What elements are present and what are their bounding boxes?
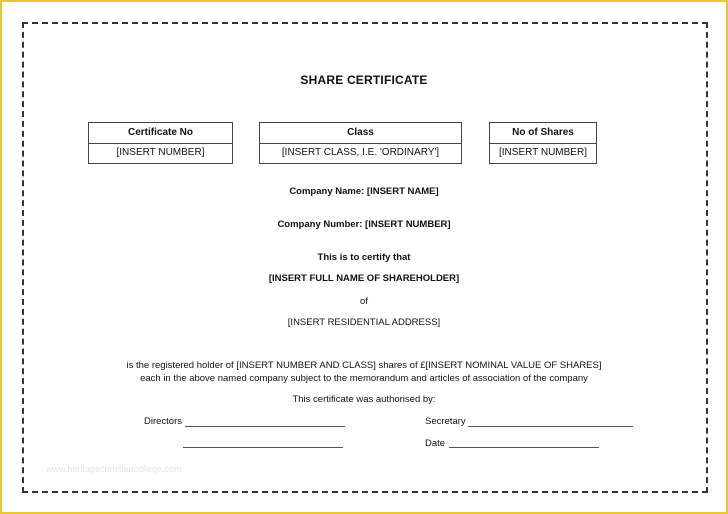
company-name: Company Name: [INSERT NAME] xyxy=(289,186,439,197)
class-value: [INSERT CLASS, I.E. 'ORDINARY'] xyxy=(281,147,440,158)
date-line xyxy=(449,447,599,448)
holder-statement-line-2: each in the above named company subject to the memorandum and articles of association of the company xyxy=(140,373,588,384)
certificate-border xyxy=(22,22,708,493)
of-text: of xyxy=(360,296,368,307)
directors-label: Directors xyxy=(144,416,183,427)
certificate-no-box xyxy=(88,122,233,164)
certificate-no-value: [INSERT NUMBER] xyxy=(116,147,205,158)
no-of-shares-header: No of Shares xyxy=(490,123,596,144)
certify-text: This is to certify that xyxy=(317,252,411,263)
secretary-signature-line xyxy=(468,426,633,427)
no-of-shares-value: [INSERT NUMBER] xyxy=(499,147,587,158)
holder-statement-line-1: is the registered holder of [INSERT NUMBER AND CLASS] shares of £[INSERT NOMINAL VALUE OF SHARES] xyxy=(126,360,602,371)
certificate-no-header: Certificate No xyxy=(89,123,232,144)
date-label: Date xyxy=(425,438,446,449)
class-box xyxy=(259,122,462,164)
directors-signature-line-2 xyxy=(183,447,343,448)
watermark-text: www.heritagechristiancollege.com xyxy=(46,464,182,474)
shareholder-name: [INSERT FULL NAME OF SHAREHOLDER] xyxy=(268,273,460,284)
class-header: Class xyxy=(260,123,461,144)
company-number: Company Number: [INSERT NUMBER] xyxy=(277,219,451,230)
no-of-shares-box xyxy=(489,122,597,164)
authorised-text: This certificate was authorised by: xyxy=(292,394,436,405)
secretary-label: Secretary xyxy=(425,416,466,427)
directors-signature-line-1 xyxy=(185,426,345,427)
residential-address: [INSERT RESIDENTIAL ADDRESS] xyxy=(287,317,441,328)
certificate-title: SHARE CERTIFICATE xyxy=(300,73,428,87)
